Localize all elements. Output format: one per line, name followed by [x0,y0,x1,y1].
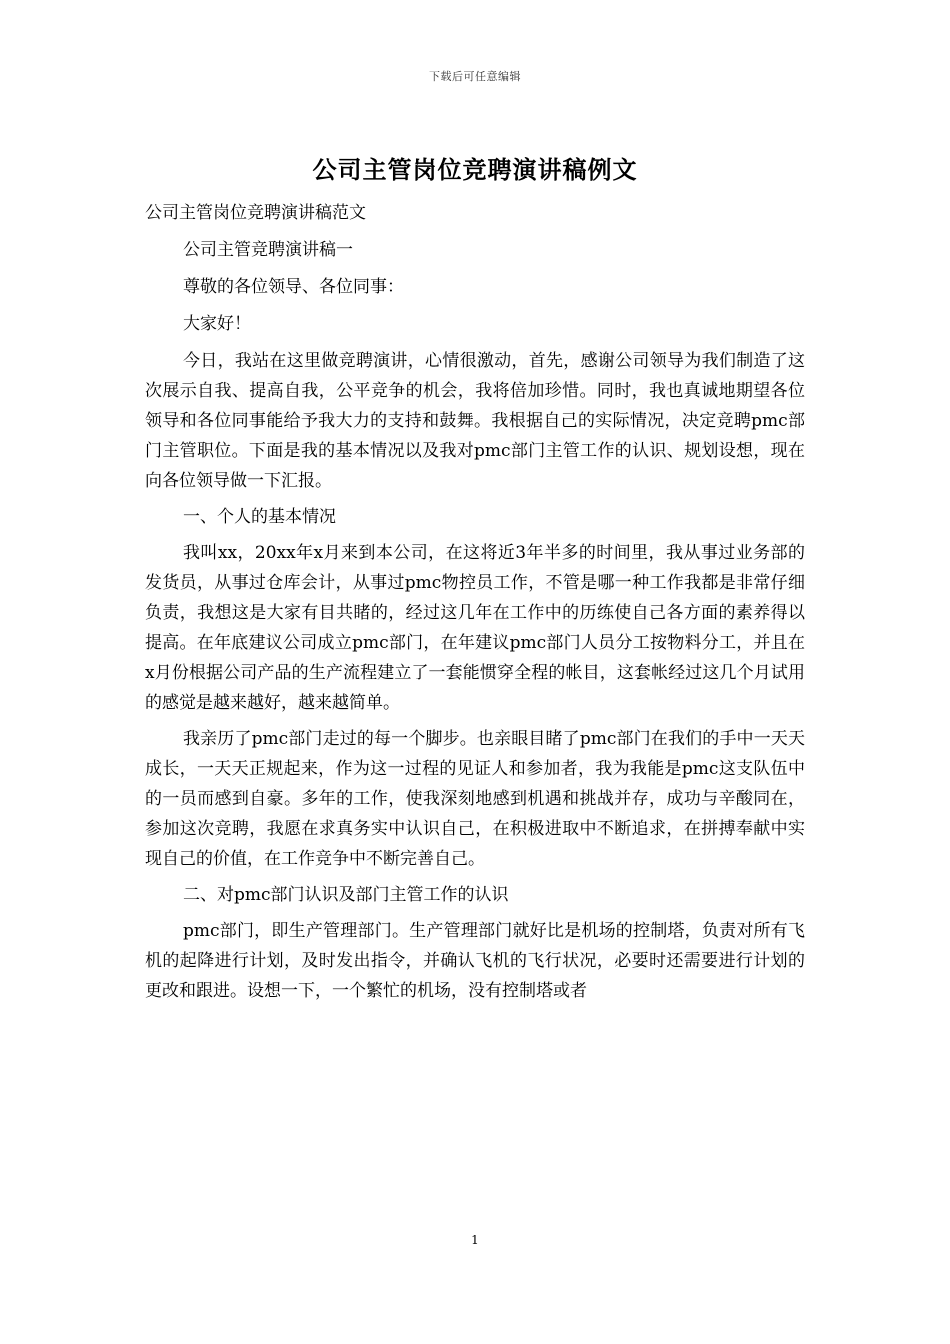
salutation: 尊敬的各位领导、各位同事： [183,277,404,297]
paragraph-intro: 今日，我站在这里做竞聘演讲，心情很激动，首先，感谢公司领导为我们制造了这次展示自我、提高自我，公平竞争的机会，我将倍加珍惜。同时，我也真诚地期望各位领导和各位同事能给予我大力的支持和鼓舞。我根据自己的实际情况，决定竞聘pmc部门主管职位。下面是我的基本情况以及我对pmc部门主管工作的认识、规划设想，现在向各位领导做一下汇报。 [145,351,805,491]
heading-pmc-understanding: 二、对pmc部门认识及部门主管工作的认识 [183,885,509,905]
document-body [145,198,805,1012]
document-title: 公司主管岗位竞聘演讲稿例文 [312,155,638,184]
paragraph-experience: 我亲历了pmc部门走过的每一个脚步。也亲眼目睹了pmc部门在我们的手中一天天成长，一天天正规起来，作为这一过程的见证人和参加者，我为我能是pmc这支队伍中的一员而感到自豪。多年的工作，使我深刻地感到机遇和挑战并存，成功与辛酸同在，参加这次竞聘，我愿在求真务实中认识自己，在积极进取中不断追求，在拼搏奉献中实现自己的价值，在工作竞争中不断完善自己。 [145,729,805,869]
header-note: 下载后可任意编辑 [429,70,521,83]
paragraph-pmc-description: pmc部门，即生产管理部门。生产管理部门就好比是机场的控制塔，负责对所有飞机的起降进行计划，及时发出指令，并确认飞机的飞行状况，必要时还需要进行计划的更改和跟进。设想一下，一个繁忙的机场，没有控制塔或者 [145,921,805,1001]
heading-personal-info: 一、个人的基本情况 [183,507,336,527]
document-subtitle: 公司主管岗位竞聘演讲稿范文 [145,203,366,223]
paragraph-personal-info: 我叫xx，20xx年x月来到本公司，在这将近3年半多的时间里，我从事过业务部的发货员，从事过仓库会计，从事过pmc物控员工作，不管是哪一种工作我都是非常仔细负责，我想这是大家有目共睹的，经过这几年在工作中的历练使自己各方面的素养得以提高。在年底建议公司成立pmc部门，在年建议pmc部门人员分工按物料分工，并且在x月份根据公司产品的生产流程建立了一套能惯穿全程的帐目，这套帐经过这几个月试用的感觉是越来越好，越来越简单。 [145,543,805,713]
greeting: 大家好！ [183,314,251,334]
page-number: 1 [471,1233,479,1247]
section-title: 公司主管竞聘演讲稿一 [183,240,353,260]
